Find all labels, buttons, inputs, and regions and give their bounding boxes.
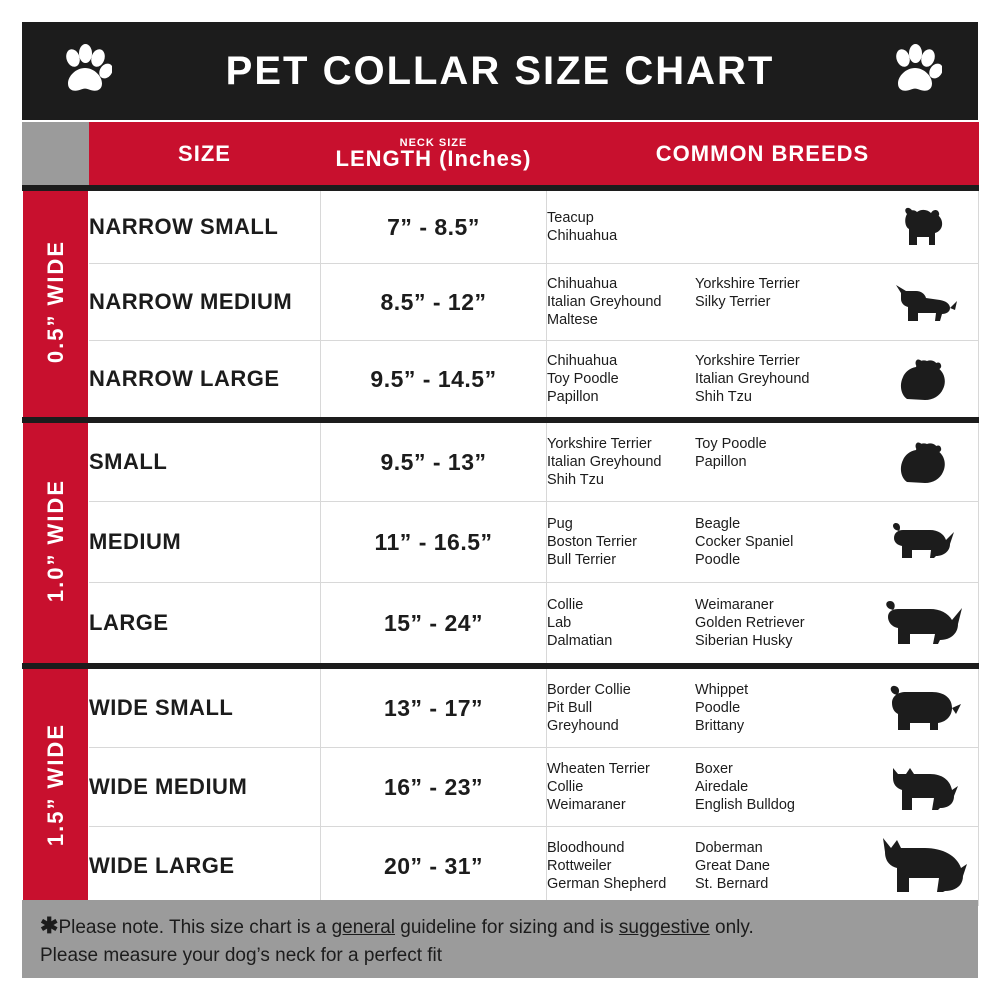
size-label: NARROW MEDIUM: [89, 264, 321, 341]
breed-item: Poodle: [695, 700, 741, 716]
size-label: WIDE LARGE: [89, 827, 321, 906]
breed-item: Silky Terrier: [695, 294, 771, 310]
breed-item: Lab: [547, 615, 572, 631]
breeds-column-2: [695, 681, 843, 735]
header-blank-cell: [23, 123, 89, 189]
length-value: 13” - 17”: [321, 666, 547, 748]
pomeranian-silhouette-icon: [868, 438, 978, 486]
table-row: [23, 341, 979, 421]
breed-item: Chihuahua: [547, 353, 618, 369]
footer-text-a: Please note. This size chart is a: [58, 917, 332, 938]
breed-item: German Shepherd: [547, 876, 667, 892]
breed-item: Golden Retriever: [695, 615, 805, 631]
length-value: 7” - 8.5”: [321, 188, 547, 264]
footer-line-2: Please measure your dog’s neck for a perfect fit: [40, 945, 443, 966]
breed-item: Chihuahua: [547, 228, 618, 244]
breeds-column-2: [695, 435, 843, 489]
breeds-column-1: [547, 209, 695, 245]
breed-item: Italian Greyhound: [547, 294, 662, 310]
breed-item: Boston Terrier: [547, 534, 637, 550]
breed-item: Yorkshire Terrier: [695, 353, 800, 369]
breeds-cell: [547, 583, 979, 667]
footer-text-general: general: [331, 917, 395, 938]
header-length-label: LENGTH (Inches): [335, 146, 532, 171]
size-label: WIDE SMALL: [89, 666, 321, 748]
footer-text-e: only.: [709, 917, 754, 938]
breed-item: Papillon: [547, 389, 599, 405]
yorkie-silhouette-icon: [868, 205, 978, 249]
size-label: NARROW SMALL: [89, 188, 321, 264]
table-row: [23, 748, 979, 827]
breed-item: St. Bernard: [695, 876, 769, 892]
size-label: SMALL: [89, 420, 321, 502]
paw-icon: [58, 44, 112, 98]
breeds-column-1: [547, 681, 695, 735]
breeds-column-2: [695, 275, 843, 329]
breed-item: Siberian Husky: [695, 633, 793, 649]
breed-item: Collie: [547, 597, 584, 613]
paw-icon: [888, 44, 942, 98]
breeds-column-1: [547, 435, 695, 489]
breed-item: Italian Greyhound: [547, 454, 662, 470]
breeds-column-2: [695, 352, 843, 406]
breed-item: Rottweiler: [547, 858, 612, 874]
header-neck-size-label: NECK SIZE: [399, 137, 468, 149]
breeds-column-1: [547, 839, 695, 893]
breeds-column-1: [547, 352, 695, 406]
breeds-cell: [547, 188, 979, 264]
breed-item: Chihuahua: [547, 276, 618, 292]
bulldog-silhouette-icon: [868, 682, 978, 734]
breed-item: Toy Poodle: [695, 436, 767, 452]
breed-item: Dalmatian: [547, 633, 613, 649]
header-common-breeds: COMMON BREEDS: [547, 123, 979, 189]
size-label: MEDIUM: [89, 502, 321, 583]
breed-item: Greyhound: [547, 718, 619, 734]
breeds-cell: [547, 827, 979, 906]
breed-item: Toy Poodle: [547, 371, 619, 387]
breed-item: Teacup: [547, 210, 594, 226]
breed-item: Yorkshire Terrier: [695, 276, 800, 292]
length-value: 16” - 23”: [321, 748, 547, 827]
length-value: 15” - 24”: [321, 583, 547, 667]
breed-item: Shih Tzu: [695, 389, 752, 405]
beagle-silhouette-icon: [868, 520, 978, 564]
breeds-column-1: [547, 275, 695, 329]
breeds-cell: [547, 264, 979, 341]
breed-item: Collie: [547, 779, 584, 795]
breed-item: Poodle: [695, 552, 741, 568]
breed-item: Bloodhound: [547, 840, 625, 856]
breed-item: Border Collie: [547, 682, 631, 698]
size-label: NARROW LARGE: [89, 341, 321, 421]
footer-text-suggestive: suggestive: [618, 917, 710, 938]
header-length: [321, 123, 547, 189]
breed-item: Maltese: [547, 312, 598, 328]
breeds-cell: [547, 502, 979, 583]
boxer-silhouette-icon: [868, 760, 978, 814]
length-value: 11” - 16.5”: [321, 502, 547, 583]
chart-header: [22, 22, 978, 120]
length-value: 9.5” - 13”: [321, 420, 547, 502]
breeds-column-2: [695, 515, 843, 569]
size-label: WIDE MEDIUM: [89, 748, 321, 827]
table-row: [23, 264, 979, 341]
breed-item: Yorkshire Terrier: [547, 436, 652, 452]
length-value: 8.5” - 12”: [321, 264, 547, 341]
length-value: 9.5” - 14.5”: [321, 341, 547, 421]
size-label: LARGE: [89, 583, 321, 667]
size-table: [22, 122, 979, 906]
group-label-width-1-5: 1.5” WIDE: [23, 666, 89, 906]
breeds-cell: [547, 341, 979, 421]
footer-note: [22, 900, 978, 978]
breeds-column-2: [695, 596, 843, 650]
breeds-column-1: [547, 515, 695, 569]
breed-item: Pug: [547, 516, 573, 532]
breed-item: Whippet: [695, 682, 749, 698]
table-row: [23, 583, 979, 667]
breeds-cell: [547, 420, 979, 502]
chihuahua-silhouette-icon: [868, 279, 978, 325]
table-row: [23, 666, 979, 748]
table-row: [23, 827, 979, 906]
footer-text-c: guideline for sizing and is: [395, 917, 619, 938]
doberman-silhouette-icon: [868, 836, 978, 896]
group-label-width-0-5: 0.5” WIDE: [23, 188, 89, 420]
breeds-column-2: [695, 760, 843, 814]
breed-item: Cocker Spaniel: [695, 534, 794, 550]
breed-item: Weimaraner: [547, 797, 626, 813]
breed-item: Boxer: [695, 761, 733, 777]
breeds-column-1: [547, 596, 695, 650]
length-value: 20” - 31”: [321, 827, 547, 906]
breed-item: Bull Terrier: [547, 552, 617, 568]
breed-item: Beagle: [695, 516, 741, 532]
breed-item: Papillon: [695, 454, 747, 470]
asterisk-icon: ✱: [40, 913, 59, 938]
size-table-wrapper: [22, 122, 978, 906]
breed-item: Doberman: [695, 840, 763, 856]
breeds-column-1: [547, 760, 695, 814]
breeds-cell: [547, 748, 979, 827]
breed-item: Shih Tzu: [547, 472, 604, 488]
pomeranian-silhouette-icon: [868, 355, 978, 403]
group-label-width-1-0: 1.0” WIDE: [23, 420, 89, 666]
header-size: SIZE: [89, 123, 321, 189]
table-row: [23, 502, 979, 583]
breeds-cell: [547, 666, 979, 748]
breeds-column-2: [695, 839, 843, 893]
breed-item: Weimaraner: [695, 597, 774, 613]
page-title: PET COLLAR SIZE CHART: [225, 48, 775, 93]
breed-item: Airedale: [695, 779, 749, 795]
breed-item: Brittany: [695, 718, 745, 734]
breed-item: Great Dane: [695, 858, 770, 874]
breed-item: English Bulldog: [695, 797, 795, 813]
breed-item: Italian Greyhound: [695, 371, 810, 387]
table-row: [23, 188, 979, 264]
breed-item: Pit Bull: [547, 700, 593, 716]
breed-item: Wheaten Terrier: [547, 761, 650, 777]
footer-line-1: [40, 912, 960, 942]
breeds-column-2: [695, 209, 843, 245]
table-row: [23, 420, 979, 502]
table-header-row: [23, 123, 979, 189]
retriever-silhouette-icon: [868, 598, 978, 648]
